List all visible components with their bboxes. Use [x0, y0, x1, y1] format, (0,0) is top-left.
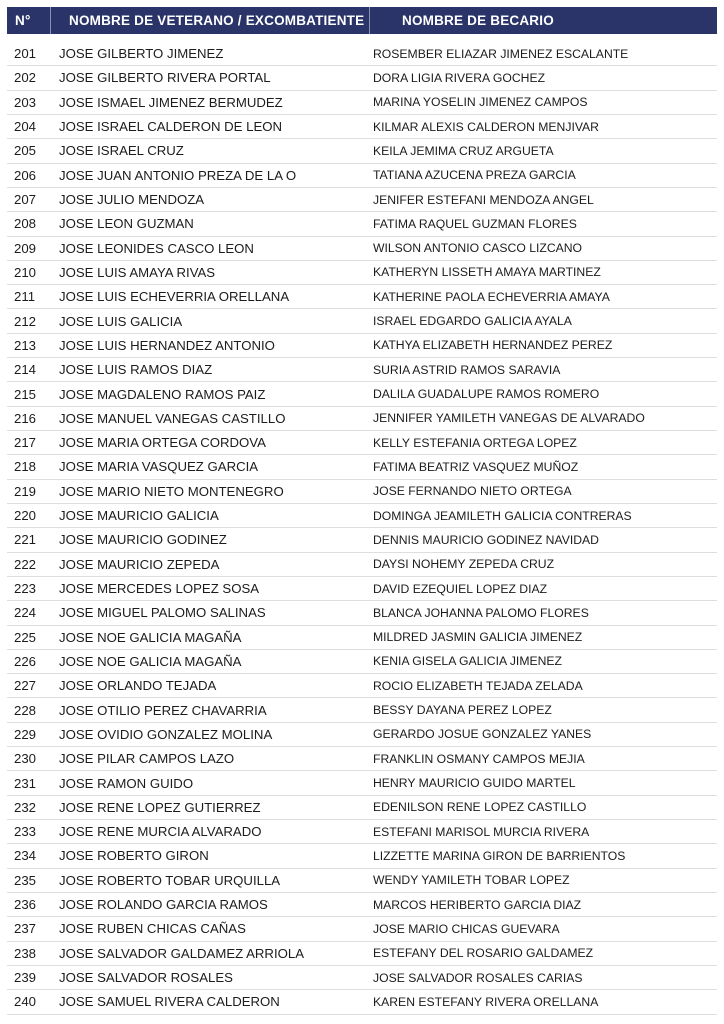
veterano-name: JOSE LUIS AMAYA RIVAS — [59, 264, 216, 280]
veterano-name: JOSE MAURICIO GODINEZ — [59, 532, 227, 548]
veterano-name: JOSE MAURICIO GALICIA — [59, 508, 219, 524]
table-row — [7, 844, 717, 868]
row-number: 233 — [14, 824, 37, 840]
table-row — [7, 42, 717, 66]
veterano-name: JOSE ISRAEL CRUZ — [59, 143, 184, 159]
table-row — [7, 261, 717, 285]
becario-name: DOMINGA JEAMILETH GALICIA CONTRERAS — [373, 508, 632, 523]
table-row — [7, 650, 717, 674]
veterano-name: JOSE ISMAEL JIMENEZ BERMUDEZ — [59, 94, 283, 110]
table-row — [7, 237, 717, 261]
veterano-name: JOSE SALVADOR GALDAMEZ ARRIOLA — [59, 945, 305, 961]
veterano-name: JOSE ROLANDO GARCIA RAMOS — [59, 897, 268, 913]
row-number: 205 — [14, 143, 37, 159]
veterano-name: JOSE MANUEL VANEGAS CASTILLO — [59, 410, 286, 426]
veterano-name: JOSE LUIS GALICIA — [59, 313, 183, 329]
table-row — [7, 626, 717, 650]
becario-name: LIZZETTE MARINA GIRON DE BARRIENTOS — [373, 848, 626, 863]
row-number: 225 — [14, 629, 37, 645]
becario-name: FATIMA BEATRIZ VASQUEZ MUÑOZ — [373, 459, 579, 474]
row-number: 217 — [14, 435, 37, 451]
table-row — [7, 382, 717, 406]
table-row — [7, 455, 717, 479]
row-number: 204 — [14, 119, 37, 135]
row-number: 219 — [14, 483, 37, 499]
table-row — [7, 66, 717, 90]
table-row — [7, 674, 717, 698]
table-row — [7, 91, 717, 115]
becario-name: MARCOS HERIBERTO GARCIA DIAZ — [373, 897, 582, 912]
header-veterano: NOMBRE DE VETERANO / EXCOMBATIENTE — [50, 7, 369, 34]
veterano-name: JOSE LUIS RAMOS DIAZ — [59, 362, 213, 378]
becario-name: HENRY MAURICIO GUIDO MARTEL — [373, 776, 576, 791]
becario-name: JENNIFER YAMILETH VANEGAS DE ALVARADO — [373, 411, 645, 426]
veterano-name: JOSE SAMUEL RIVERA CALDERON — [59, 994, 280, 1010]
table-row — [7, 407, 717, 431]
table-row — [7, 188, 717, 212]
becario-name: JOSE FERNANDO NIETO ORTEGA — [373, 484, 572, 499]
table-row — [7, 164, 717, 188]
veterano-name: JOSE GILBERTO RIVERA PORTAL — [59, 70, 271, 86]
veterano-name: JOSE RUBEN CHICAS CAÑAS — [59, 921, 246, 937]
veterano-name: JOSE NOE GALICIA MAGAÑA — [59, 653, 242, 669]
becario-name: JOSE SALVADOR ROSALES CARIAS — [373, 970, 583, 985]
row-number: 222 — [14, 556, 37, 572]
row-number: 231 — [14, 775, 37, 791]
header-becario: NOMBRE DE BECARIO — [369, 7, 717, 34]
table-row — [7, 698, 717, 722]
row-number: 210 — [14, 264, 37, 280]
table-row — [7, 723, 717, 747]
veterano-name: JOSE RENE LOPEZ GUTIERREZ — [59, 799, 261, 815]
becario-name: GERARDO JOSUE GONZALEZ YANES — [373, 727, 592, 742]
veterano-name: JOSE ROBERTO TOBAR URQUILLA — [59, 872, 281, 888]
table-row — [7, 334, 717, 358]
becario-name: KEILA JEMIMA CRUZ ARGUETA — [373, 143, 554, 158]
header-number: N° — [15, 13, 31, 28]
row-number: 221 — [14, 532, 37, 548]
becario-name: ESTEFANI MARISOL MURCIA RIVERA — [373, 824, 590, 839]
veterano-name: JOSE ISRAEL CALDERON DE LEON — [59, 119, 283, 135]
row-number: 229 — [14, 726, 37, 742]
table-row — [7, 796, 717, 820]
becario-name: KATHYA ELIZABETH HERNANDEZ PEREZ — [373, 338, 613, 353]
veterano-name: JOSE RENE MURCIA ALVARADO — [59, 824, 262, 840]
becario-name: MARINA YOSELIN JIMENEZ CAMPOS — [373, 95, 588, 110]
row-number: 236 — [14, 897, 37, 913]
table-row — [7, 528, 717, 552]
veterano-name: JOSE MARIO NIETO MONTENEGRO — [59, 483, 284, 499]
row-number: 224 — [14, 605, 37, 621]
row-number: 216 — [14, 410, 37, 426]
table-row — [7, 358, 717, 382]
row-number: 237 — [14, 921, 37, 937]
row-number: 226 — [14, 653, 37, 669]
row-number: 234 — [14, 848, 37, 864]
table-row — [7, 771, 717, 795]
row-number: 201 — [14, 46, 37, 62]
becario-name: KILMAR ALEXIS CALDERON MENJIVAR — [373, 119, 599, 134]
row-number: 215 — [14, 386, 37, 402]
veterano-name: JOSE SALVADOR ROSALES — [59, 970, 233, 986]
table-row — [7, 942, 717, 966]
table-body — [7, 42, 717, 1015]
row-number: 214 — [14, 362, 37, 378]
table-row — [7, 577, 717, 601]
table-row — [7, 553, 717, 577]
table-row — [7, 990, 717, 1014]
veterano-name: JOSE LUIS HERNANDEZ ANTONIO — [59, 337, 275, 353]
becario-name: KENIA GISELA GALICIA JIMENEZ — [373, 654, 562, 669]
row-number: 227 — [14, 678, 37, 694]
becario-name: SURIA ASTRID RAMOS SARAVIA — [373, 362, 561, 377]
becario-name: DENNIS MAURICIO GODINEZ NAVIDAD — [373, 532, 599, 547]
row-number: 206 — [14, 167, 37, 183]
table-row — [7, 917, 717, 941]
row-number: 230 — [14, 751, 37, 767]
veterano-name: JOSE MARIA VASQUEZ GARCIA — [59, 459, 259, 475]
becario-name: ISRAEL EDGARDO GALICIA AYALA — [373, 314, 572, 329]
veterano-name: JOSE OVIDIO GONZALEZ MOLINA — [59, 726, 273, 742]
becario-name: DALILA GUADALUPE RAMOS ROMERO — [373, 387, 600, 402]
row-number: 238 — [14, 945, 37, 961]
veterano-name: JOSE MIGUEL PALOMO SALINAS — [59, 605, 266, 621]
veterano-name: JOSE LEONIDES CASCO LEON — [59, 240, 254, 256]
becario-name: JOSE MARIO CHICAS GUEVARA — [373, 921, 560, 936]
table-row — [7, 820, 717, 844]
becario-name: BESSY DAYANA PEREZ LOPEZ — [373, 703, 552, 718]
row-number: 202 — [14, 70, 37, 86]
becario-name: MILDRED JASMIN GALICIA JIMENEZ — [373, 630, 583, 645]
becario-name: FATIMA RAQUEL GUZMAN FLORES — [373, 216, 577, 231]
veterano-name: JOSE ORLANDO TEJADA — [59, 678, 217, 694]
becario-name: BLANCA JOHANNA PALOMO FLORES — [373, 605, 589, 620]
becario-name: ESTEFANY DEL ROSARIO GALDAMEZ — [373, 946, 594, 961]
table-row — [7, 601, 717, 625]
becario-name: ROSEMBER ELIAZAR JIMENEZ ESCALANTE — [373, 46, 629, 61]
becario-name: TATIANA AZUCENA PREZA GARCIA — [373, 168, 576, 183]
becario-name: DAVID EZEQUIEL LOPEZ DIAZ — [373, 581, 548, 596]
veterano-name: JOSE OTILIO PEREZ CHAVARRIA — [59, 702, 267, 718]
becario-name: EDENILSON RENE LOPEZ CASTILLO — [373, 800, 587, 815]
becario-name: JENIFER ESTEFANI MENDOZA ANGEL — [373, 192, 594, 207]
becario-name: DORA LIGIA RIVERA GOCHEZ — [373, 70, 546, 85]
row-number: 228 — [14, 702, 37, 718]
veterano-name: JOSE JUAN ANTONIO PREZA DE LA O — [59, 167, 297, 183]
row-number: 239 — [14, 970, 37, 986]
table-row — [7, 431, 717, 455]
becario-name: KAREN ESTEFANY RIVERA ORELLANA — [373, 994, 599, 1009]
row-number: 223 — [14, 581, 37, 597]
veterano-name: JOSE MERCEDES LOPEZ SOSA — [59, 581, 260, 597]
row-number: 218 — [14, 459, 37, 475]
veterano-name: JOSE JULIO MENDOZA — [59, 192, 205, 208]
becario-name: WENDY YAMILETH TOBAR LOPEZ — [373, 873, 570, 888]
table-row — [7, 747, 717, 771]
veterano-name: JOSE LEON GUZMAN — [59, 216, 194, 232]
row-number: 208 — [14, 216, 37, 232]
becario-name: KATHERINE PAOLA ECHEVERRIA AMAYA — [373, 289, 610, 304]
veterano-name: JOSE PILAR CAMPOS LAZO — [59, 751, 235, 767]
row-number: 203 — [14, 94, 37, 110]
veterano-name: JOSE MARIA ORTEGA CORDOVA — [59, 435, 266, 451]
table-row — [7, 212, 717, 236]
becario-name: KATHERYN LISSETH AMAYA MARTINEZ — [373, 265, 601, 280]
row-number: 207 — [14, 192, 37, 208]
becario-name: WILSON ANTONIO CASCO LIZCANO — [373, 241, 583, 256]
veterano-name: JOSE RAMON GUIDO — [59, 775, 194, 791]
row-number: 213 — [14, 337, 37, 353]
becario-name: DAYSI NOHEMY ZEPEDA CRUZ — [373, 557, 555, 572]
becario-name: FRANKLIN OSMANY CAMPOS MEJIA — [373, 751, 585, 766]
table-row — [7, 115, 717, 139]
row-number: 211 — [14, 289, 36, 305]
table-row — [7, 309, 717, 333]
veterano-name: JOSE MAGDALENO RAMOS PAIZ — [59, 386, 266, 402]
table-row — [7, 504, 717, 528]
table-row — [7, 480, 717, 504]
veterano-name: JOSE GILBERTO JIMENEZ — [59, 46, 224, 62]
row-number: 212 — [14, 313, 37, 329]
row-number: 220 — [14, 508, 37, 524]
row-number: 240 — [14, 994, 37, 1010]
veterano-name: JOSE ROBERTO GIRON — [59, 848, 209, 864]
becario-name: ROCIO ELIZABETH TEJADA ZELADA — [373, 678, 583, 693]
table-header — [7, 7, 717, 34]
veterano-name: JOSE MAURICIO ZEPEDA — [59, 556, 220, 572]
table-row — [7, 869, 717, 893]
row-number: 235 — [14, 872, 37, 888]
becario-name: KELLY ESTEFANIA ORTEGA LOPEZ — [373, 435, 577, 450]
veterano-name: JOSE LUIS ECHEVERRIA ORELLANA — [59, 289, 290, 305]
row-number: 232 — [14, 799, 37, 815]
row-number: 209 — [14, 240, 37, 256]
table-row — [7, 966, 717, 990]
table-row — [7, 285, 717, 309]
table-row — [7, 139, 717, 163]
table-row — [7, 893, 717, 917]
veterano-name: JOSE NOE GALICIA MAGAÑA — [59, 629, 242, 645]
